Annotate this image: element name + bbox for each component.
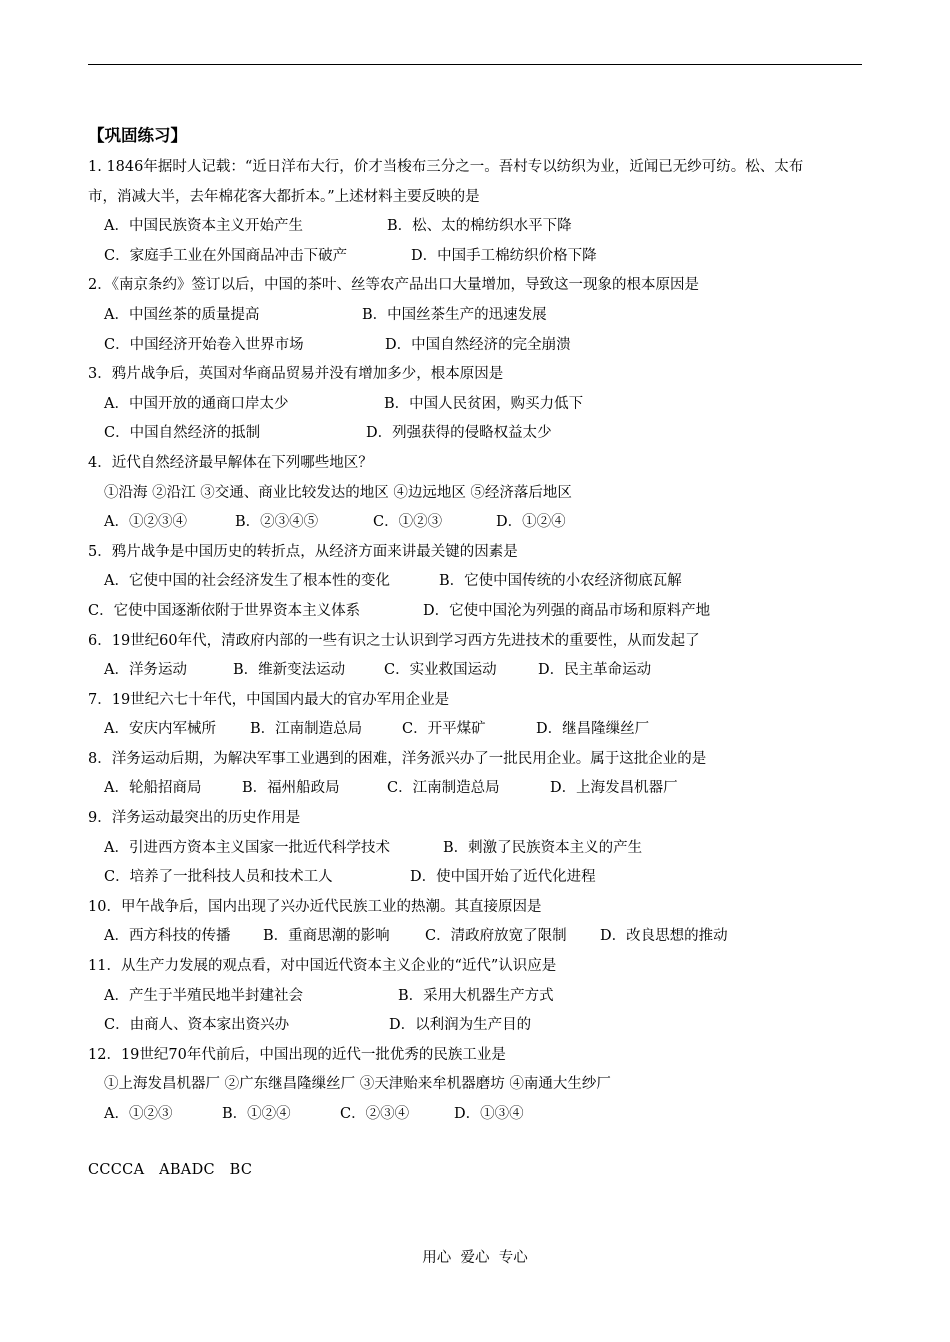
question-item [88, 952, 868, 1041]
question-item [88, 360, 868, 449]
option-row [88, 419, 868, 449]
answer-option: C．②③④ [340, 1106, 410, 1122]
answer-option: D．中国手工棉纺织价格下降 [411, 247, 597, 264]
answer-option: C．中国自然经济的抵制 [104, 425, 261, 442]
answer-option: D．改良思想的推动 [600, 928, 728, 945]
answer-option: C．①②③ [373, 514, 443, 531]
answer-option: A．轮船招商局 [104, 780, 202, 797]
answer-key: CCCCA ABADC BC [88, 1162, 253, 1178]
answer-option: A．中国开放的通商口岸太少 [104, 395, 289, 412]
option-row [88, 331, 868, 361]
question-item [88, 153, 868, 271]
option-row [88, 242, 868, 272]
question-item [88, 271, 868, 360]
answer-option: A．洋务运动 [104, 662, 187, 679]
answer-option: B．刺激了民族资本主义的产生 [443, 839, 643, 856]
question-item [88, 893, 868, 952]
answer-option: D．以利润为生产目的 [389, 1017, 532, 1034]
option-row [88, 774, 868, 804]
answer-option: C．清政府放宽了限制 [425, 928, 567, 945]
section-title: 【巩固练习】 [88, 126, 187, 145]
option-row [88, 390, 868, 420]
header-rule [88, 64, 862, 65]
answer-option: D．上海发昌机器厂 [550, 780, 678, 797]
answer-option: D．民主革命运动 [538, 662, 652, 679]
option-row [88, 863, 868, 893]
answer-option: D．中国自然经济的完全崩溃 [385, 336, 571, 353]
question-stem: 7．19世纪六七十年代，中国国内最大的官办军用企业是 [88, 691, 450, 708]
option-row [88, 567, 868, 597]
option-row [88, 922, 868, 952]
answer-option: C．培养了一批科技人员和技术工人 [104, 869, 333, 886]
question-item-choices: ①沿海 ②沿江 ③交通、商业比较发达的地区 ④边远地区 ⑤经济落后地区 [104, 484, 572, 501]
option-row [88, 1011, 868, 1041]
option-row [88, 212, 868, 242]
question-stem: 1. 1846年据时人记载：“近日洋布大行，价才当梭布三分之一。吾村专以纺织为业，近闻已无纱可纺。松、太布 [88, 159, 804, 175]
answer-option: A．安庆内军械所 [104, 721, 216, 738]
question-item [88, 449, 868, 538]
option-row [88, 597, 868, 627]
answer-option: D．①③④ [454, 1106, 524, 1122]
answer-option: C．它使中国逐渐依附于世界资本主义体系 [88, 602, 361, 619]
answer-option: C．开平煤矿 [402, 721, 486, 738]
question-stem: 市，消减大半，去年棉花客大都折本。”上述材料主要反映的是 [88, 188, 480, 205]
answer-option: B．江南制造总局 [250, 721, 363, 738]
answer-option: B．维新变法运动 [233, 662, 346, 679]
option-row [88, 982, 868, 1012]
option-row [88, 715, 868, 745]
answer-option: B．重商思潮的影响 [263, 928, 390, 945]
answer-option: C．江南制造总局 [387, 780, 500, 797]
answer-option: B．松、太的棉纺织水平下降 [387, 218, 572, 235]
option-row [88, 656, 868, 686]
answer-option: A．它使中国的社会经济发生了根本性的变化 [104, 573, 390, 590]
answer-option: D．使中国开始了近代化进程 [410, 869, 596, 886]
answer-option: C．实业救国运动 [384, 662, 497, 679]
answer-option: A．产生于半殖民地半封建社会 [104, 987, 303, 1004]
question-stem: 10．甲午战争后，国内出现了兴办近代民族工业的热潮。其直接原因是 [88, 898, 542, 915]
question-stem: 8．洋务运动后期，为解决军事工业遇到的困难，洋务派兴办了一批民用企业。属于这批企业的是 [88, 750, 707, 767]
answer-option: B．采用大机器生产方式 [398, 987, 554, 1004]
question-stem: 12．19世纪70年代前后，中国出现的近代一批优秀的民族工业是 [88, 1046, 506, 1063]
option-row [88, 301, 868, 331]
question-stem: 3．鸦片战争后，英国对华商品贸易并没有增加多少，根本原因是 [88, 366, 504, 383]
question-stem: 11．从生产力发展的观点看，对中国近代资本主义企业的“近代”认识应是 [88, 958, 557, 975]
answer-option: B．②③④⑤ [235, 514, 319, 531]
question-item [88, 804, 868, 893]
answer-option: D．它使中国沦为列强的商品市场和原料产地 [423, 602, 711, 619]
answer-option: C．家庭手工业在外国商品冲击下破产 [104, 247, 348, 264]
option-row [88, 1100, 868, 1130]
question-item [88, 745, 868, 804]
option-row [88, 834, 868, 864]
question-stem: 2．《南京条约》签订以后，中国的茶叶、丝等农产品出口大量增加，导致这一现象的根本原因是 [88, 277, 699, 294]
answer-option: D．继昌隆缫丝厂 [536, 721, 650, 738]
question-stem: 4．近代自然经济最早解体在下列哪些地区？ [88, 454, 373, 471]
answer-option: A．①②③ [104, 1106, 173, 1122]
question-stem: 9．洋务运动最突出的历史作用是 [88, 810, 301, 827]
answer-option: A．西方科技的传播 [104, 928, 231, 945]
answer-option: D．①②④ [496, 514, 566, 531]
answer-option: C．中国经济开始卷入世界市场 [104, 336, 304, 353]
answer-option: B．中国丝茶生产的迅速发展 [362, 306, 547, 323]
question-stem: 5．鸦片战争是中国历史的转折点，从经济方面来讲最关键的因素是 [88, 543, 518, 560]
exercise-content [88, 119, 868, 1130]
answer-option: B．①②④ [222, 1106, 291, 1122]
answer-option: A．中国丝茶的质量提高 [104, 306, 260, 323]
question-stem: 6．19世纪60年代，清政府内部的一些有识之士认识到学习西方先进技术的重要性，从而发起了 [88, 632, 700, 649]
answer-option: B．它使中国传统的小农经济彻底瓦解 [439, 573, 682, 590]
answer-option: B．中国人民贫困，购买力低下 [384, 395, 584, 412]
answer-option: A．中国民族资本主义开始产生 [104, 218, 303, 235]
answer-option: B．福州船政局 [242, 780, 340, 797]
answer-option: D．列强获得的侵略权益太少 [366, 425, 552, 442]
question-item [88, 1041, 868, 1130]
answer-option: A．引进西方资本主义国家一批近代科学技术 [104, 839, 390, 856]
question-item [88, 627, 868, 686]
question-item [88, 686, 868, 745]
answer-option: A．①②③④ [104, 514, 187, 531]
page-footer: 用心 爱心 专心 [422, 1250, 528, 1266]
question-item-choices: ①上海发昌机器厂 ②广东继昌隆缫丝厂 ③天津贻来牟机器磨坊 ④南通大生纱厂 [104, 1076, 611, 1093]
question-item [88, 538, 868, 627]
answer-option: C．由商人、资本家出资兴办 [104, 1017, 290, 1034]
option-row [88, 508, 868, 538]
question-list [88, 153, 868, 1130]
